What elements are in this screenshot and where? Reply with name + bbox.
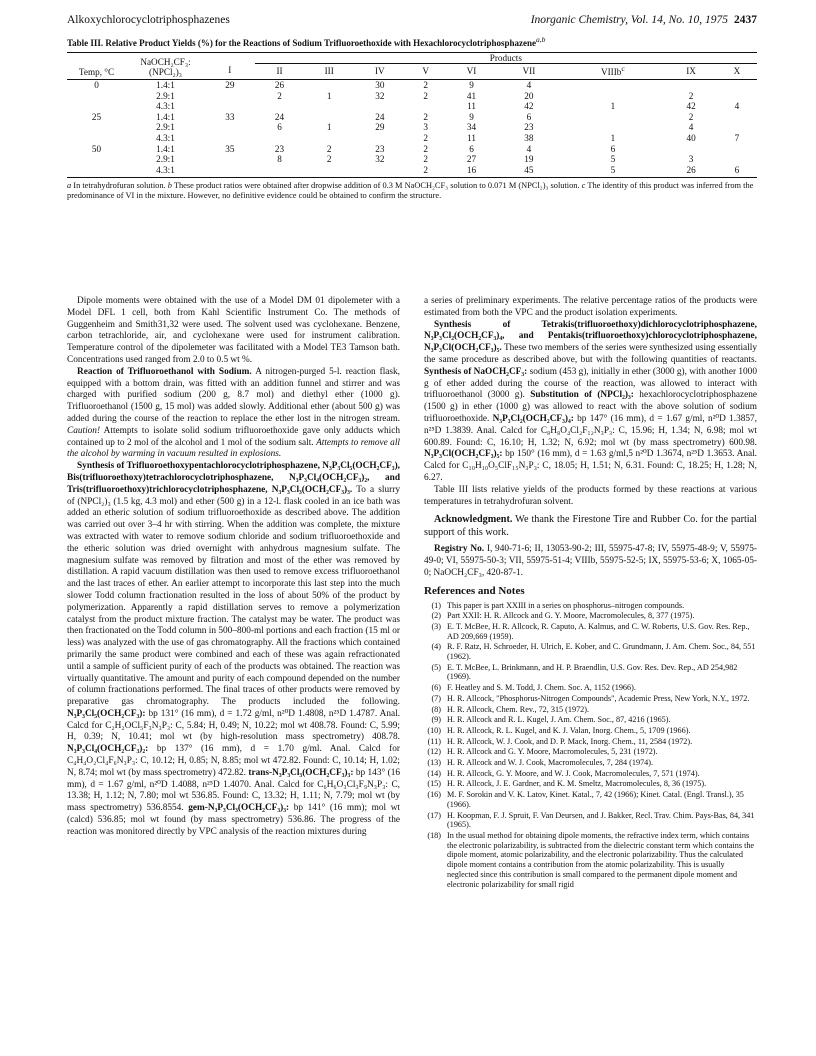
table-cell: 6 (469, 143, 474, 154)
table-cell: 4 (734, 101, 740, 112)
paragraph-synthesis (67, 461, 400, 839)
registry-heading: Registry No. (434, 544, 485, 555)
table-row (67, 122, 757, 133)
table-cell (717, 80, 757, 91)
reference-item (424, 705, 757, 715)
table-cell (304, 101, 354, 112)
text-reaction-sodium: A nitrogen-purged 5-l. reaction flask, equipped with a bottom drain, was fitted with an addition funnel and stirrer and was charged with purified sodium (200 g, 8.7 mol) and diethyl ether (1000 g). Trifluoroethanol (1500 g, 15 mol) was added slowly. Additional ether (about 500 g) was added during the course of the reaction to replace the ether lost in the nitrogen stream. (67, 366, 401, 424)
paragraph-tetrakis (424, 320, 757, 485)
table-cell (67, 91, 126, 102)
reference-text: E. T. McBee, L. Brinkmann, and H. P. Braendlin, U.S. Gov. Res. Dev. Rep., AD 254,982 (1969). (447, 662, 738, 682)
reference-item (424, 663, 757, 682)
reference-item (424, 642, 757, 661)
acknowledgment-text: We thank the Firestone Tire and Rubber Co. for the partial support of this work. (424, 514, 757, 539)
table-caption-text: Table III. Relative Product Yields (%) for the Reactions of Sodium Trifluoroethoxide with Hexachlorocyclotriphosphazene (67, 38, 536, 48)
table-cell: 24 (375, 111, 385, 122)
paragraph-table-summary: Table III lists relative yields of the products formed by these reactions at various temperatures in tetrahydrofuran solvent. (424, 484, 757, 507)
acknowledgment-heading: Acknowledgment. (434, 514, 513, 526)
sub-heading-naoch2cf3: Synthesis of NaOCH₂CF₃: (424, 366, 528, 377)
reference-text: H. R. Allcock, G. Y. Moore, and W. J. Cook, Macromolecules, 7, 571 (1974). (447, 768, 700, 778)
table-cell: 2 (688, 111, 694, 122)
text-substitution: hexachlorocyclotriphosphazene (1500 g) in ether (1000 g) was allowed to react with the above solution of sodium trifluoroethoxide. (424, 390, 758, 424)
col-header-footnote-mark: c (621, 64, 625, 73)
caution-label: Caution! (67, 425, 101, 436)
table-caption (67, 35, 757, 48)
col-header-ix: IX (665, 64, 717, 80)
table-cell: 42 (524, 101, 534, 112)
registry-text: I, 940-71-6; II, 13053-90-2; III, 55975-47-8; IV, 55975-48-9; V, 55975-49-0; VI, 55975-50-3; VII, 55975-51-4; VIIIb, 55975-52-5; IX, 55975-53-6; X, 1065-05-0; NaOCH₂CF₃, 420-87-1. (424, 544, 758, 578)
table-cell: 30 (375, 80, 385, 91)
compound-5-label: N₃P₃Cl₂(OCH₂CF₃)₄: (492, 413, 574, 424)
col-header-vii: VII (497, 64, 560, 80)
reference-number: (9) (431, 715, 441, 725)
reference-item (424, 683, 757, 693)
reference-number: (11) (427, 736, 441, 746)
reference-number: (3) (431, 621, 441, 631)
table-cell: 25 (91, 111, 102, 122)
table-row (67, 80, 757, 91)
table-cell (717, 154, 757, 165)
compound-1-data: bp 131° (16 mm), d = 1.72 g/ml, n²⁰D 1.4808, n²⁵D 1.4787. Anal. Calcd for C₂H₂OCl₅F₃N₃P₃: C, 5.84; H, 0.49; N, 10.22; mol wt 408.78. Found: C, 5.99; H, 0.39; N, 10.41; mol wt (by high-resolution mass spectrometry) 408.78. (67, 708, 401, 743)
table-row (67, 154, 757, 165)
table-cell: 24 (274, 111, 285, 122)
text-reaction-sodium-2: Attempts to isolate solid sodium trifluoroethoxide gave only adducts which contained up to 2 mol of the alcohol and 1 mol of the sodium salt. (67, 425, 400, 448)
table-cell: 2.9:1 (156, 90, 175, 101)
table-cell: 40 (686, 133, 696, 144)
table-cell (665, 80, 717, 91)
reference-item (424, 622, 757, 641)
table-cell: 4 (688, 122, 694, 133)
table-cell: 1.4:1 (156, 143, 175, 154)
table-cell: 2 (423, 111, 428, 122)
table-cell (205, 165, 255, 178)
table-cell: 2 (423, 133, 428, 144)
table-cell: 8 (277, 154, 282, 165)
col-header-iii: III (304, 64, 354, 80)
compound-3-label: trans-N₃P₃Cl₃(OCH₂CF₃)₃: (248, 767, 354, 778)
table-cell (67, 133, 126, 144)
table-cell (354, 133, 406, 144)
journal-name: Inorganic Chemistry, Vol. 14, No. 10, 1975 (530, 14, 728, 26)
table-row (67, 133, 757, 144)
table-cell: 26 (274, 80, 285, 91)
table-cell (560, 112, 665, 123)
journal-page (67, 14, 758, 889)
reference-text: This paper is part XXIII in a series on phosphorus–nitrogen compounds. (447, 600, 685, 610)
table-cell: 1.4:1 (156, 80, 175, 91)
table-cell: 20 (524, 90, 534, 101)
table-cell: 23 (524, 122, 534, 133)
reference-item (424, 831, 757, 889)
two-column-body (67, 296, 757, 890)
table-cell: 2 (688, 90, 694, 101)
table-cell (304, 165, 354, 178)
table-cell: 0 (94, 80, 99, 91)
table-cell: 4.3:1 (156, 101, 175, 112)
table-cell: 42 (686, 101, 696, 112)
table-footnotes: a In tetrahydrofuran solution. b These product ratios were obtained after dropwise addition of 0.3 M NaOCH₂CF₃ solution to 0.071 M (NPCl₂)₃ solution. c The identity of this product was inferred from the predominance of VI in the mixture. However, no definitive evidence could be obtained to confirm the structure. (67, 181, 754, 201)
products-header: Products (255, 53, 757, 64)
paragraph-reaction-sodium (67, 367, 400, 461)
reference-text: H. R. Allcock, W. J. Cook, and D. P. Mack, Inorg. Chem., 11, 2584 (1972). (447, 736, 693, 746)
table-cell: 2 (326, 143, 332, 154)
table-cell (304, 112, 354, 123)
table-cell: 34 (466, 122, 477, 133)
references-heading: References and Notes (424, 584, 525, 597)
table-cell: 5 (610, 154, 616, 165)
table-cell: 19 (524, 154, 534, 165)
table-body (67, 80, 757, 178)
table-cell (67, 154, 126, 165)
reference-text: F. Heatley and S. M. Todd, J. Chem. Soc. A, 1152 (1966). (447, 683, 636, 693)
reference-number: (15) (427, 779, 441, 789)
reference-text: H. R. Allcock, J. E. Gardner, and K. M. Smeltz, Macromolecules, 8, 36 (1975). (447, 779, 707, 789)
reference-number: (17) (427, 810, 441, 820)
reference-text: R. F. Ratz, H. Schroeder, H. Ulrich, E. Kober, and C. Grundmann, J. Am. Chem. Soc., 84, 551 (1962). (447, 642, 756, 662)
compound-3-data: bp 143° (16 mm), d = 1.67 g/ml, n²⁰D 1.4088, n²⁵D 1.4070. Anal. Calcd for C₆H₆O₃Cl₃F₉N₃P₃: C, 13.38; H, 1.12; N, 7.80; mol wt 536.85. Found: C, 13.32; H, 1.11; N, 7.79; mol wt (by mass spectrometry) 536.8554. (67, 767, 400, 814)
table-cell: 45 (497, 165, 560, 178)
table-cell (67, 122, 126, 133)
table-cell (205, 91, 255, 102)
table-cell: 16 (446, 165, 498, 178)
reference-number: (6) (431, 683, 441, 693)
reference-number: (18) (427, 831, 441, 840)
table-cell: 1 (610, 101, 616, 112)
table-cell: 35 (225, 143, 235, 154)
table-cell: 6 (526, 111, 532, 122)
footnote-b: These product ratios were obtained after dropwise addition of 0.3 M NaOCH₂CF₃ solution to 0.071 M (NPCl₂)₃ solution. (173, 181, 580, 191)
table-cell: 29 (225, 80, 235, 91)
table-cell: 9 (469, 80, 474, 91)
table-cell: 50 (91, 143, 102, 154)
reference-number: (2) (431, 611, 441, 621)
table-row (67, 144, 757, 155)
table-cell: 33 (225, 111, 235, 122)
text-synthesis: To a slurry of (NPCl₂)₃ (1.5 kg, 4.3 mol) and ether (500 g) in a 12-l. flask cooled in an ice bath was added an etheric solution of sodium trifluoroethoxide as described above. The addition was carried out over 3–4 hr with stirring. When the addition was complete, the mixture was extracted with water to remove sodium chloride and sodium trifluoroethoxide and the etheric solution was dried overnight with anhydrous magnesium sulfate. The magnesium sulfate was removed by filtration and most of the ether was removed by distillation. A rapid vacuum distillation was then used to remove excess trifluoroethanol and the last traces of ether. An earlier attempt to incorporate this last step into the much slower Todd column fractionation resulted in the loss of about 50% of the product by polymerization. Apparently a rapid distillation serves to remove a polymerization catalyst from the product mixture fraction. The catalyst may be water. The product was then fractionated on the Todd column in 500–800-ml portions and each fraction (15 ml or less) was analyzed with the use of gas chromatography. All the fractions which contained primarily the same product were combined and each of these was again refractionated until a sample of sufficient purity of each of the products was obtained. The reaction was virtually quantitative. The amount and purity of each compound depended on the number of column fractionations performed. The final traces of other products were removed by preparative gas chromatography. The products included the following. (67, 484, 400, 708)
col-header-viiib (560, 64, 665, 80)
table-cell: 2.9:1 (156, 154, 175, 165)
table-cell: 1 (326, 90, 332, 101)
table-cell (255, 133, 305, 144)
table-cell (67, 101, 126, 112)
table-cell: 29 (375, 122, 385, 133)
table-cell: 2 (423, 80, 428, 91)
reference-text: M. F. Sorokin and V. K. Latov, Kinet. Katal., 7, 42 (1966); Kinet. Catal. (Engl. Transl.), 35 (1966). (447, 790, 744, 809)
reference-text: H. R. Allcock and G. Y. Moore, Macromolecules, 5, 231 (1972). (447, 747, 658, 757)
table-cell: 23 (274, 143, 285, 154)
table-cell (354, 165, 406, 178)
table-cell (717, 112, 757, 123)
footnote-a: In tetrahydrofuran solution. (73, 181, 166, 191)
table-cell: 6 (717, 165, 757, 178)
table-cell: 32 (375, 90, 385, 101)
table-cell: 41 (466, 90, 477, 101)
table-cell: 2 (277, 90, 282, 101)
reference-text: Part XXII: H. R. Allcock and G. Y. Moore, Macromolecules, 8, 377 (1975). (447, 611, 695, 621)
table-cell (665, 144, 717, 155)
compound-6-label: N₃P₃Cl(OCH₂CF₃)₅: (424, 449, 503, 460)
left-column (67, 296, 400, 890)
table-cell: 1 (610, 133, 616, 144)
product-yield-table (67, 52, 757, 178)
reference-number: (4) (431, 642, 441, 652)
table-cell (560, 91, 665, 102)
reference-number: (10) (427, 725, 441, 735)
table-cell: 3 (423, 122, 428, 133)
table-cell: 2 (423, 154, 428, 165)
table-cell: 1.4:1 (156, 111, 175, 122)
table-cell: 26 (665, 165, 717, 178)
table-cell: 4.3:1 (126, 165, 205, 178)
table-cell (717, 122, 757, 133)
text-naoch2cf3: sodium (453 g), initially in ether (3000 g), with another 1000 g of ether added during the course of the reaction, was allowed to interact with trifluoroethanol (3000 g). (424, 366, 757, 401)
reference-text: H. R. Allcock, Chem. Rev., 72, 315 (1972). (447, 704, 590, 714)
text-tetrakis: These two members of the series were synthesized using essentially the same procedure as described above, but with the following quantities of reactants. (424, 343, 757, 365)
table-cell (560, 122, 665, 133)
table-cell: 6 (277, 122, 282, 133)
reference-number: (12) (427, 747, 441, 757)
table-cell (406, 101, 446, 112)
table-cell: 1 (326, 122, 332, 133)
journal-citation (531, 14, 757, 26)
table-cell (255, 165, 305, 178)
compound-2-data: bp 137° (16 mm), d = 1.70 g/ml. Anal. Calcd for C₄H₄O₂Cl₄F₆N₃P₃: C, 10.12; H, 0.85; N, 8.85; mol wt 472.82. Found: C, 10.14; H, 1.02; N, 8.74; mol wt (by mass spectrometry) 472.82. (67, 744, 401, 778)
table-row (67, 112, 757, 123)
table-cell: 2 (406, 165, 446, 178)
reference-number: (13) (427, 758, 441, 768)
page-number: 2437 (734, 14, 757, 26)
running-title: Alkoxychlorocyclotriphosphazenes (67, 14, 230, 26)
reference-item (424, 601, 757, 611)
reference-item (424, 726, 757, 736)
acknowledgment (424, 513, 757, 539)
table-row (67, 91, 757, 102)
sub-heading-substitution: Substitution of (NPCl₂)₃: (530, 390, 634, 401)
col-header-label: VIIIb (600, 67, 622, 78)
table-row (67, 165, 757, 178)
reference-text: H. R. Allcock, "Phosphorus-Nitrogen Compounds", Academic Press, New York, N.Y., 1972. (447, 693, 750, 703)
table-cell: 23 (375, 143, 385, 154)
col-header-temp: Temp, °C (67, 53, 126, 80)
col-header-v: V (406, 64, 446, 80)
compound-2-label: N₃P₃Cl₄(OCH₂CF₃)₂: (67, 744, 149, 755)
heading-reaction-sodium: Reaction of Trifluoroethanol with Sodium. (77, 366, 252, 377)
table-cell (205, 133, 255, 144)
table-cell: 27 (466, 154, 477, 165)
reference-item (424, 694, 757, 704)
reference-item (424, 737, 757, 747)
compound-4-label: gem-N₃P₃Cl₃(OCH₂CF₃)₃: (188, 803, 290, 814)
col-header-iv: IV (354, 64, 406, 80)
reference-text: H. Koopman, F. J. Spruit, F. Van Deursen, and J. Bakker, Recl. Trav. Chim. Pays-Bas, 84, 341 (1965). (447, 810, 755, 830)
table-cell: 2 (423, 90, 428, 101)
reference-item (424, 611, 757, 621)
table-cell (560, 80, 665, 91)
table-cell (255, 101, 305, 112)
reference-item (424, 790, 757, 809)
heading-synthesis: Synthesis of Trifluoroethoxypentachlorocyclotriphosphazene, N₃P₃Cl₅(OCH₂CF₃), Bis(trifluoroethoxy)tetrachlorocyclotriphosphazene, N₃P₃Cl₄(OCH₂CF₃)₂, and Tris(trifluoroethoxy)trichlorocyclotriphosphazene, N₃P₃Cl₃(OCH₂CF₃)₃. (67, 461, 400, 495)
reference-text: In the usual method for obtaining dipole moments, the refractive index term, which contains the electronic polarizability, is subtracted from the dielectric constant term which contains the dipole moment, atomic polarizability, and the electronic polarizability. Thus the calculated dipole moment contains a contribution from the atomic polarizability. This is usually neglected since this contribution is small compared to the permanent dipole moment and electronic polarizability for small rigid (447, 831, 755, 889)
col-header-ii: II (255, 64, 305, 80)
reference-item (424, 811, 757, 830)
table-cell (354, 101, 406, 112)
table-cell: 9 (469, 111, 474, 122)
reference-item (424, 715, 757, 725)
table-cell (67, 165, 126, 178)
table-cell: 38 (524, 133, 534, 144)
running-header (67, 14, 757, 26)
table-cell (717, 91, 757, 102)
right-column (424, 296, 757, 890)
reference-number: (1) (431, 600, 441, 610)
reference-item (424, 779, 757, 789)
paragraph-dipole: Dipole moments were obtained with the use of a Model DM 01 dipolemeter with a Model DFL 1 cell, both from Kahl Scientific Instrument Co. The methods of Guggenheim and Smith31,32 were used. The solvent used was cyclohexane. Benzene, carbon tetrachloride, air, and cyclohexane were used for instrument calibration. Temperature control of the dipolemeter was facilitated with a Model TE3 Tamson bath. Concentrations used ranged from 2.0 to 0.5 wt %. (67, 296, 400, 365)
reference-number: (8) (431, 704, 441, 714)
col-header-ratio: NaOCH₂CF₃: (NPCl₂)₃ (126, 53, 205, 80)
compound-5-data: bp 147° (16 mm), d = 1.67 g/ml, n²⁰D 1.3857, n²⁵D 1.3839. Anal. Calcd for C₈H₈O₄Cl₂F₁₂N₃P₃: C, 15.96; H, 1.34; N, 6.98; mol wt 600.89. Found: C, 16.10; H, 1.32; N, 6.92; mol wt (by mass spectrometry) 600.98. (424, 413, 758, 448)
table-cell (717, 144, 757, 155)
reference-text: H. R. Allcock, R. L. Kugel, and K. J. Valan, Inorg. Chem., 5, 1709 (1966). (447, 725, 691, 735)
table-cell: 4 (526, 80, 532, 91)
table-cell: 6 (610, 143, 616, 154)
table-cell: 2 (423, 143, 428, 154)
reference-text: E. T. McBee, H. R. Allcock, R. Caputo, A. Kalmus, and C. W. Roberts, U.S. Gov. Res. Rep., AD 209,669 (1959). (447, 621, 750, 641)
references-list (424, 601, 757, 890)
col-header-vi: VI (446, 64, 498, 80)
table-cell: 11 (467, 133, 476, 144)
reference-text: H. R. Allcock and R. L. Kugel, J. Am. Chem. Soc., 87, 4216 (1965). (447, 715, 671, 725)
footnote-c: The identity of this product was inferred from the predominance of VI in the mixture. However, no definitive evidence could be obtained to confirm the structure. (67, 181, 754, 201)
reference-item (424, 769, 757, 779)
table-cell (304, 80, 354, 91)
warning-text: Attempts to remove all the alcohol by warming in vacuum resulted in explosions. (67, 437, 400, 460)
table-cell: 32 (375, 154, 385, 165)
reference-item (424, 758, 757, 768)
table-cell: 11 (467, 101, 476, 112)
reference-item (424, 747, 757, 757)
reference-text: H. R. Allcock and W. J. Cook, Macromolecules, 7, 284 (1974). (447, 758, 654, 768)
table-cell: 4 (526, 143, 532, 154)
table-cell (205, 154, 255, 165)
table-cell (205, 101, 255, 112)
table-cell: 5 (560, 165, 665, 178)
compound-1-label: N₃P₃Cl₅(OCH₂CF₃): (67, 708, 146, 719)
table-row (67, 101, 757, 112)
table-cell (205, 122, 255, 133)
table-cell: 4.3:1 (156, 133, 175, 144)
table-cell: 7 (734, 133, 740, 144)
compound-4-data: bp 141° (16 mm); mol wt (calcd) 536.85; mol wt found (by mass spectrometry) 536.86. The progress of the reaction was monitored directly by VPC analysis of the reaction mixtures during (67, 803, 400, 837)
table-cell: 2 (326, 154, 332, 165)
reference-number: (5) (431, 662, 441, 672)
reference-number: (14) (427, 768, 441, 778)
reference-number: (16) (427, 790, 441, 800)
compound-6-data: bp 150° (16 mm), d = 1.63 g/ml,5 n²⁰D 1.3674, n²⁵D 1.3653. Anal. Calcd for C₁₀H₁₀O₅ClF₁₅N₃P₃: C, 18.05; H, 1.51; N, 6.31. Found: C, 18.25; H, 1.28; N, 6.27. (424, 449, 757, 483)
registry-numbers (424, 544, 757, 579)
table-cell: 2.9:1 (156, 122, 175, 133)
reference-number: (7) (431, 693, 441, 703)
table-caption-footnote-marks: a,b (536, 35, 546, 44)
col-header-i: I (205, 64, 255, 80)
table-cell (304, 133, 354, 144)
paragraph-continued: a series of preliminary experiments. The relative percentage ratios of the products were estimated from both the VPC and the product isolation experiments. (424, 296, 757, 318)
heading-tetrakis: Synthesis of Tetrakis(trifluoroethoxy)dichlorocyclotriphosphazene, N₃P₃Cl₂(OCH₂CF₃)₄, and Pentakis(trifluoroethoxy)chlorocyclotriphosphazene, N₃P₃Cl(OCH₂CF₃)₅. (424, 319, 757, 354)
col-header-x: X (717, 64, 757, 80)
table-cell: 3 (688, 154, 694, 165)
